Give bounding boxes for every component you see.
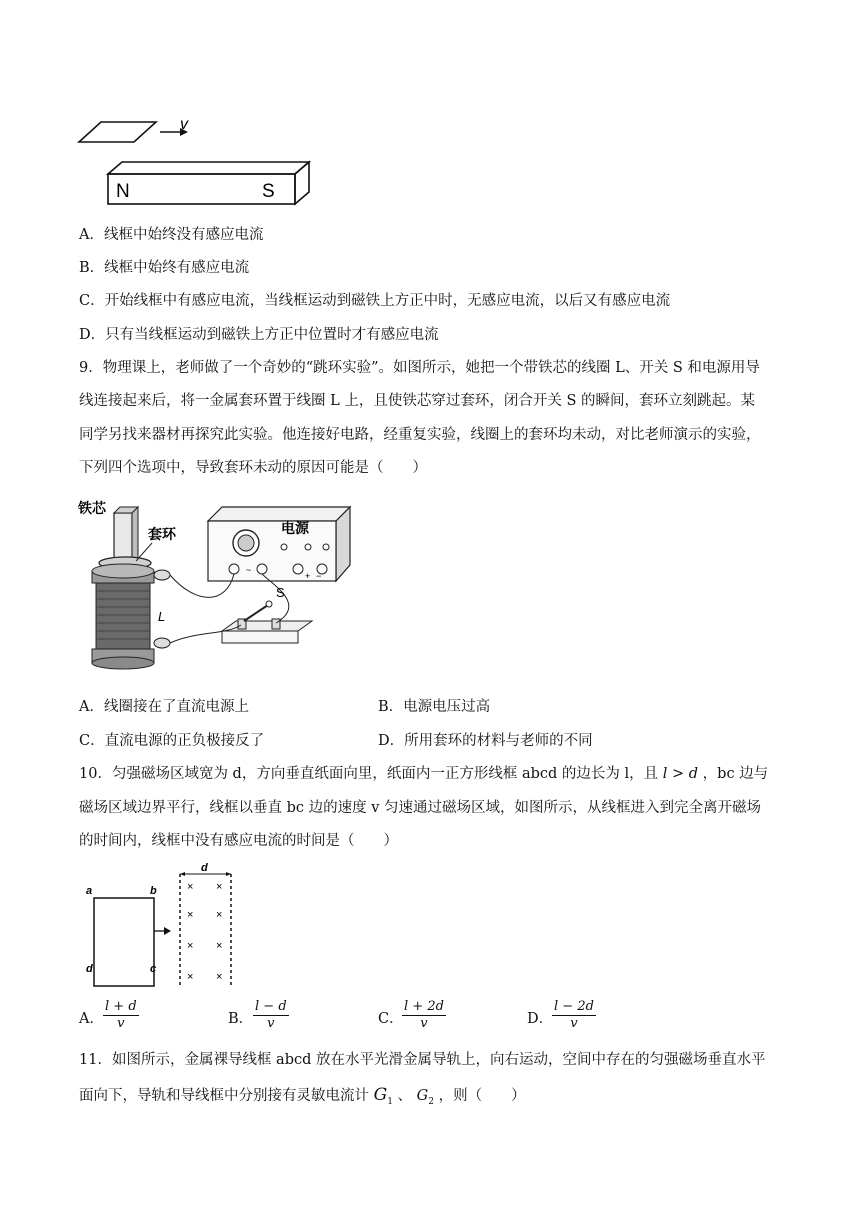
q10-option-b-denominator: v xyxy=(267,1016,275,1031)
q10-option-a-label: A． xyxy=(79,1011,104,1027)
velocity-label: v xyxy=(180,116,188,133)
field-cross: × xyxy=(187,909,194,921)
field-cross: × xyxy=(216,909,223,921)
switch xyxy=(222,631,298,643)
g1-symbol: G xyxy=(373,1085,388,1105)
q10-stem-text-a: 10．匀强磁场区域宽为 d，方向垂直纸面向里，纸面内一正方形线框 abcd 的边长为 l，且 xyxy=(79,766,659,782)
q9-option-a: A．线圈接在了直流电源上 xyxy=(79,699,249,715)
q10-option-a-numerator: l + d xyxy=(105,999,137,1014)
q10-option-c-numerator: l + 2d xyxy=(404,999,444,1014)
q10-option-b-fraction xyxy=(253,999,289,1032)
q9-stem-line-3: 同学另找来器材再探究此实验。他连接好电路，经重复实验，线圈上的套环均未动，对比老师演示的实验， xyxy=(79,427,761,443)
q9-stem-line-2: 线连接起来后，将一金属套环置于线圈 L 上，且使铁芯穿过套环，闭合开关 S 的瞬间，套环立刻跳起。某 xyxy=(79,393,755,409)
north-pole-label: N xyxy=(116,181,130,202)
q8-option-d: D．只有当线框运动到磁铁上方正中位置时才有感应电流 xyxy=(79,327,439,343)
q11-stem-line-1: 11．如图所示，金属裸导线框 abcd 放在水平光滑金属导轨上，向右运动，空间中存在的匀强磁场垂直水平 xyxy=(79,1052,766,1068)
q9-stem-line-1: 9．物理课上，老师做了一个奇妙的“跳环实验”。如图所示，她把一个带铁芯的线圈 L、开关 S 和电源用导 xyxy=(79,360,760,376)
g2-symbol: G xyxy=(416,1088,429,1104)
vertex-b: b xyxy=(150,885,157,897)
q10-option-d-label: D． xyxy=(527,1011,554,1027)
q9-option-b: B．电源电压过高 xyxy=(378,699,491,715)
q9-option-c: C．直流电源的正负极接反了 xyxy=(79,733,265,749)
q8-option-c: C．开始线框中有感应电流，当线框运动到磁铁上方正中时，无感应电流，以后又有感应电流 xyxy=(79,293,671,309)
power-label: 电源 xyxy=(281,520,309,536)
g1-subscript: 1 xyxy=(387,1096,393,1107)
vertex-d: d xyxy=(86,963,93,975)
field-cross: × xyxy=(187,971,194,983)
q10-condition-math: l > d xyxy=(662,766,699,782)
q10-stem-line-3: 的时间内，线框中没有感应电流的时间是（ ） xyxy=(79,833,398,849)
field-cross: × xyxy=(216,971,223,983)
q10-option-d-numerator: l − 2d xyxy=(554,999,594,1014)
q10-option-b-numerator: l − d xyxy=(255,999,287,1014)
svg-text:+: + xyxy=(305,571,311,581)
vertex-c: c xyxy=(150,963,157,975)
q10-option-c-denominator: v xyxy=(420,1016,428,1031)
q9-option-d: D．所用套环的材料与老师的不同 xyxy=(378,733,593,749)
q9-stem-line-4: 下列四个选项中，导致套环未动的原因可能是（ ） xyxy=(79,460,427,476)
south-pole-label: S xyxy=(262,181,275,202)
jump-ring-figure xyxy=(76,495,376,691)
q10-option-b-label: B． xyxy=(228,1011,254,1027)
q11-stem-text-b: ，则（ ） xyxy=(438,1088,526,1104)
q10-option-a-fraction xyxy=(103,999,139,1032)
wire-frame-shape xyxy=(79,122,156,142)
square-frame xyxy=(94,898,157,986)
field-cross: × xyxy=(187,881,194,893)
g2-subscript: 2 xyxy=(428,1096,434,1107)
svg-text:−: − xyxy=(316,571,322,581)
q10-stem-line-2: 磁场区域边界平行，线框以垂直 bc 边的速度 v 匀速通过磁场区域，如图所示，从线框进入到完全离开磁场 xyxy=(79,800,762,816)
ring-label: 套环 xyxy=(148,526,176,542)
svg-text:~: ~ xyxy=(246,565,252,575)
switch-label: S xyxy=(276,585,285,600)
q10-option-d-denominator: v xyxy=(570,1016,578,1031)
field-cross: × xyxy=(216,881,223,893)
coil-label: L xyxy=(158,609,166,624)
q11-stem-text-a: 面向下，导轨和导线框中分别接有灵敏电流计 xyxy=(79,1088,369,1104)
vertex-a: a xyxy=(86,885,93,897)
magnet-figure xyxy=(76,112,316,208)
q10-option-d-fraction xyxy=(552,999,596,1032)
q10-option-a-denominator: v xyxy=(117,1016,125,1031)
q8-option-a: A．线框中始终没有感应电流 xyxy=(79,227,264,243)
q10-option-c-fraction xyxy=(402,999,446,1032)
q10-option-c-label: C． xyxy=(378,1011,404,1027)
magnetic-field-figure xyxy=(80,860,250,990)
field-cross: × xyxy=(216,940,223,952)
q11-stem-line-2 xyxy=(79,1085,526,1112)
q10-stem-text-b: ，bc 边与 xyxy=(702,766,769,782)
iron-core-label: 铁芯 xyxy=(78,500,106,516)
q10-stem-line-1 xyxy=(79,764,768,784)
q11-separator: 、 xyxy=(397,1088,413,1104)
q8-option-b: B．线框中始终有感应电流 xyxy=(79,260,250,276)
field-cross: × xyxy=(187,940,194,952)
field-width-label: d xyxy=(201,862,208,874)
